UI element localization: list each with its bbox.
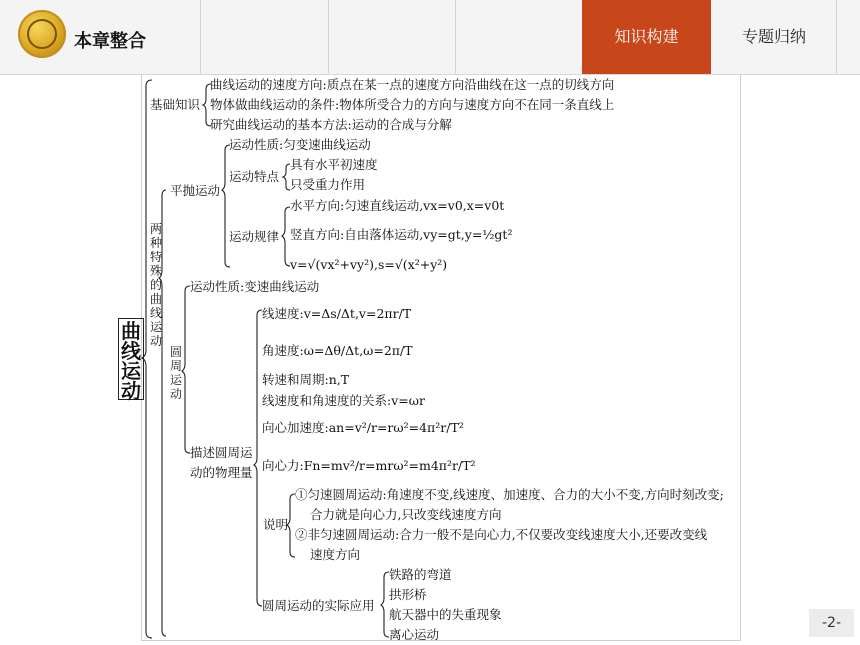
note-line: ②非匀速圆周运动:合力一般不是向心力,不仅要改变线速度大小,还要改变线 [295, 527, 708, 542]
note-line: ①匀速圆周运动:角速度不变,线速度、加速度、合力的大小不变,方向时刻改变; [295, 487, 724, 502]
circular-quantities-label: 描述圆周运动的物理量 [190, 445, 253, 480]
applications-label: 圆周运动的实际应用 [262, 598, 375, 613]
note-line: 合力就是向心力,只改变线速度方向 [310, 507, 502, 522]
circular-nature: 运动性质:变速曲线运动 [190, 279, 320, 294]
projectile-nature: 运动性质:匀变速曲线运动 [229, 137, 371, 152]
application-item: 离心运动 [389, 627, 440, 642]
rpm-period: 转速和周期:n,T [262, 372, 350, 387]
tab-knowledge-build[interactable]: 知识构建 [582, 0, 711, 74]
linear-speed: 线速度:v=Δs/Δt,v=2πr/T [262, 306, 412, 321]
projectile-vertical: 竖直方向:自由落体运动,vy=gt,y=½gt² [290, 227, 513, 242]
projectile-label: 平抛运动 [170, 183, 221, 198]
basics-item: 研究曲线运动的基本方法:运动的合成与分解 [210, 117, 452, 132]
application-item: 铁路的弯道 [389, 567, 452, 582]
basics-label: 基础知识 [150, 97, 201, 112]
application-item: 拱形桥 [389, 587, 427, 602]
tab-topic-summary[interactable]: 专题归纳 [741, 27, 806, 46]
circular-label: 圆周运动 [169, 345, 182, 401]
projectile-combined: v=√(vx²+vy²),s=√(x²+y²) [290, 257, 448, 272]
special-curves-label: 两种特殊的曲线运动 [149, 222, 162, 348]
projectile-features-label: 运动特点 [229, 169, 280, 184]
speed-relation: 线速度和角速度的关系:v=ωr [262, 393, 425, 408]
centripetal-acceleration: 向心加速度:an=v²/r=rω²=4π²r/T² [262, 420, 464, 435]
projectile-feature: 只受重力作用 [290, 177, 366, 192]
basics-item: 物体做曲线运动的条件:物体所受合力的方向与速度方向不在同一条直线上 [210, 97, 615, 112]
basics-item: 曲线运动的速度方向:质点在某一点的速度方向沿曲线在这一点的切线方向 [210, 77, 615, 92]
angular-speed: 角速度:ω=Δθ/Δt,ω=2π/T [262, 343, 413, 358]
projectile-laws-label: 运动规律 [229, 229, 280, 244]
application-item: 航天器中的失重现象 [389, 607, 502, 622]
note-line: 速度方向 [310, 547, 361, 562]
projectile-feature: 具有水平初速度 [290, 157, 378, 172]
page-title: 本章整合 [74, 31, 146, 52]
notes-label: 说明 [263, 517, 289, 532]
centripetal-force: 向心力:Fn=mv²/r=mrω²=m4π²r/T² [262, 458, 476, 473]
page-number: -2- [809, 609, 854, 637]
root-node: 曲线运动 [118, 318, 144, 400]
projectile-horizontal: 水平方向:匀速直线运动,vx=v0,x=v0t [290, 198, 505, 213]
